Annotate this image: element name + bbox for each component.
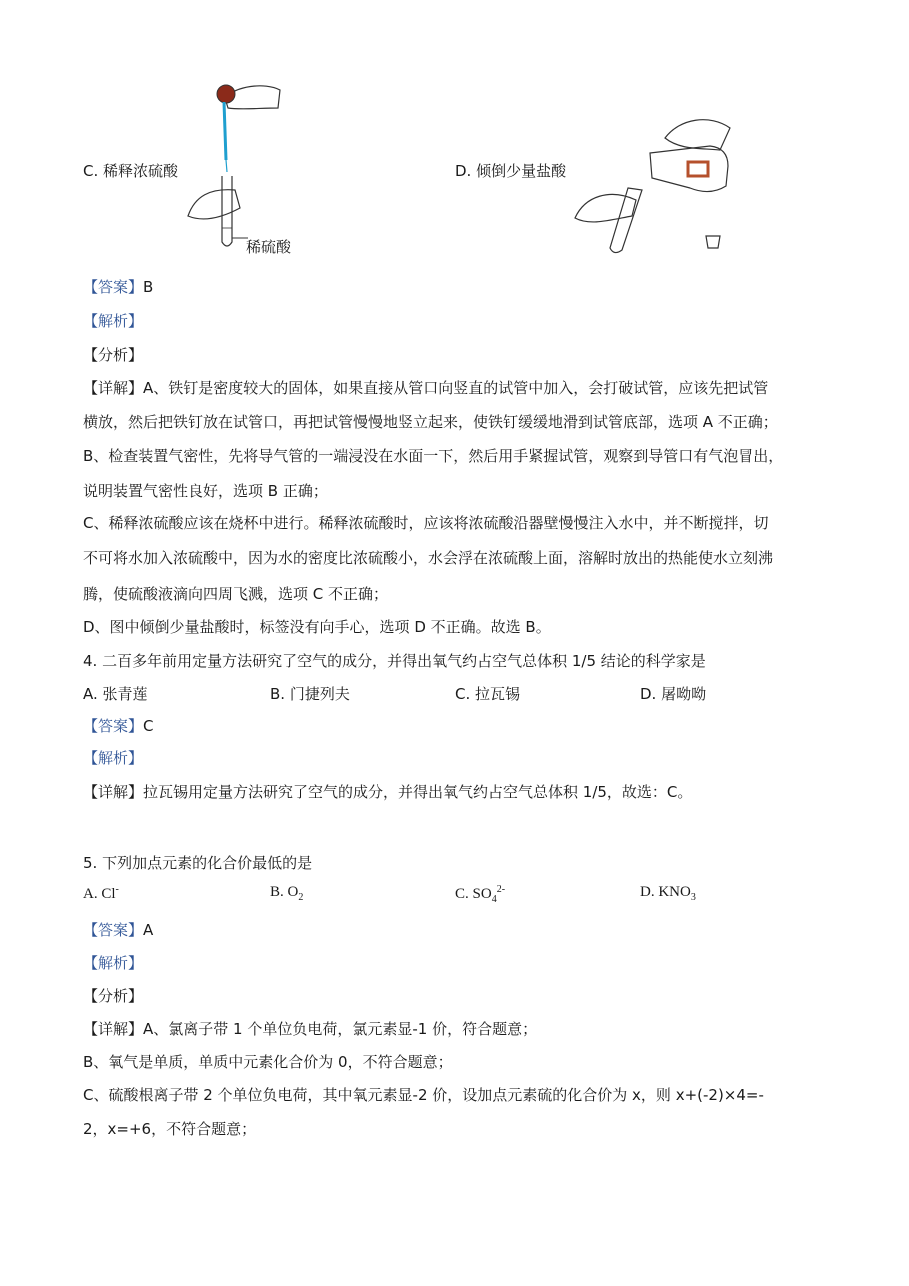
detail-tag: 【详解】 [83, 783, 144, 801]
q5-detail-line-1 [83, 1018, 537, 1039]
detail-text: A、氯离子带 1 个单位负电荷，氯元素显-1 价，符合题意； [143, 1020, 538, 1038]
dilute-acid-illustration [180, 78, 310, 258]
figure-d-label: D. 倾倒少量盐酸 [455, 162, 567, 180]
detail-text: 拉瓦锡用定量方法研究了空气的成分，并得出氧气约占空气总体积 1/5，故选：C。 [143, 783, 693, 801]
q3-detail-line-1 [83, 377, 768, 398]
q4-stem: 4. 二百多年前用定量方法研究了空气的成分，并得出氧气约占空气总体积 1/5 结论的科学家是 [83, 652, 706, 670]
answer-tag: 【答案】 [83, 717, 144, 735]
answer-tag: 【答案】 [83, 278, 144, 296]
q3-detail-line-6: 不可将水加入浓硫酸中，因为水的密度比浓硫酸小，水会浮在浓硫酸上面，溶解时放出的热能使水立刻沸 [83, 549, 774, 567]
q4-analysis-tag: 【解析】 [83, 749, 144, 767]
q5-detail-line-3: C、硫酸根离子带 2 个单位负电荷，其中氧元素显-2 价，设加点元素硫的化合价为 x，则 x+(-2)×4=- [83, 1086, 764, 1104]
q5-stem: 5. 下列加点元素的化合价最低的是 [83, 854, 313, 872]
figure-c-label: C. 稀释浓硫酸 [83, 162, 179, 180]
q5-analysis-tag: 【解析】 [83, 954, 144, 972]
q5-option-d: D. $KNO_3$ [640, 884, 696, 903]
q3-detail-line-7: 腾，使硫酸液滴向四周飞溅，选项 C 不正确； [83, 585, 389, 603]
q5-detail-line-2: B、氧气是单质，单质中元素化合价为 0，不符合题意； [83, 1053, 453, 1071]
q3-detail-line-2: 横放，然后把铁钉放在试管口，再把试管慢慢地竖立起来，使铁钉缓缓地滑到试管底部，选项 A 不正确； [83, 413, 778, 431]
q3-answer [83, 276, 153, 297]
answer-value: B [143, 278, 154, 296]
q4-option-a: A. 张青莲 [83, 685, 148, 703]
answer-value: A [143, 921, 154, 939]
detail-text: A、铁钉是密度较大的固体，如果直接从管口向竖直的试管中加入，会打破试管，应该先把试管 [143, 379, 769, 397]
q5-answer [83, 919, 153, 940]
q5-option-a: A. Cl- [83, 884, 119, 902]
answer-value: C [143, 717, 154, 735]
pour-acid-illustration [570, 108, 740, 258]
q4-option-c: C. 拉瓦锡 [455, 685, 521, 703]
answer-tag: 【答案】 [83, 921, 144, 939]
detail-tag: 【详解】 [83, 379, 144, 397]
q3-fenxi-tag: 【分析】 [83, 346, 144, 364]
q4-option-d: D. 屠呦呦 [640, 685, 707, 703]
q3-detail-line-3: B、检查装置气密性，先将导气管的一端浸没在水面一下，然后用手紧握试管，观察到导管口有气泡冒出， [83, 447, 784, 465]
q5-fenxi-tag: 【分析】 [83, 987, 144, 1005]
q5-option-c: C. $SO_4^{2-}$ [455, 884, 506, 905]
q3-analysis-tag: 【解析】 [83, 312, 144, 330]
figure-c-annotation: 稀硫酸 [246, 238, 292, 256]
q4-detail [83, 781, 692, 802]
q3-detail-line-8: D、图中倾倒少量盐酸时，标签没有向手心，选项 D 不正确。故选 B。 [83, 618, 551, 636]
q3-detail-line-5: C、稀释浓硫酸应该在烧杯中进行。稀释浓硫酸时，应该将浓硫酸沿器壁慢慢注入水中，并不断搅拌，切 [83, 514, 769, 532]
detail-tag: 【详解】 [83, 1020, 144, 1038]
q4-answer [83, 715, 154, 736]
q5-option-b: B. $O_2$ [270, 884, 304, 903]
q5-detail-line-4: 2，x=+6，不符合题意； [83, 1120, 257, 1138]
q3-detail-line-4: 说明装置气密性良好，选项 B 正确； [83, 482, 328, 500]
q4-option-b: B. 门捷列夫 [270, 685, 350, 703]
